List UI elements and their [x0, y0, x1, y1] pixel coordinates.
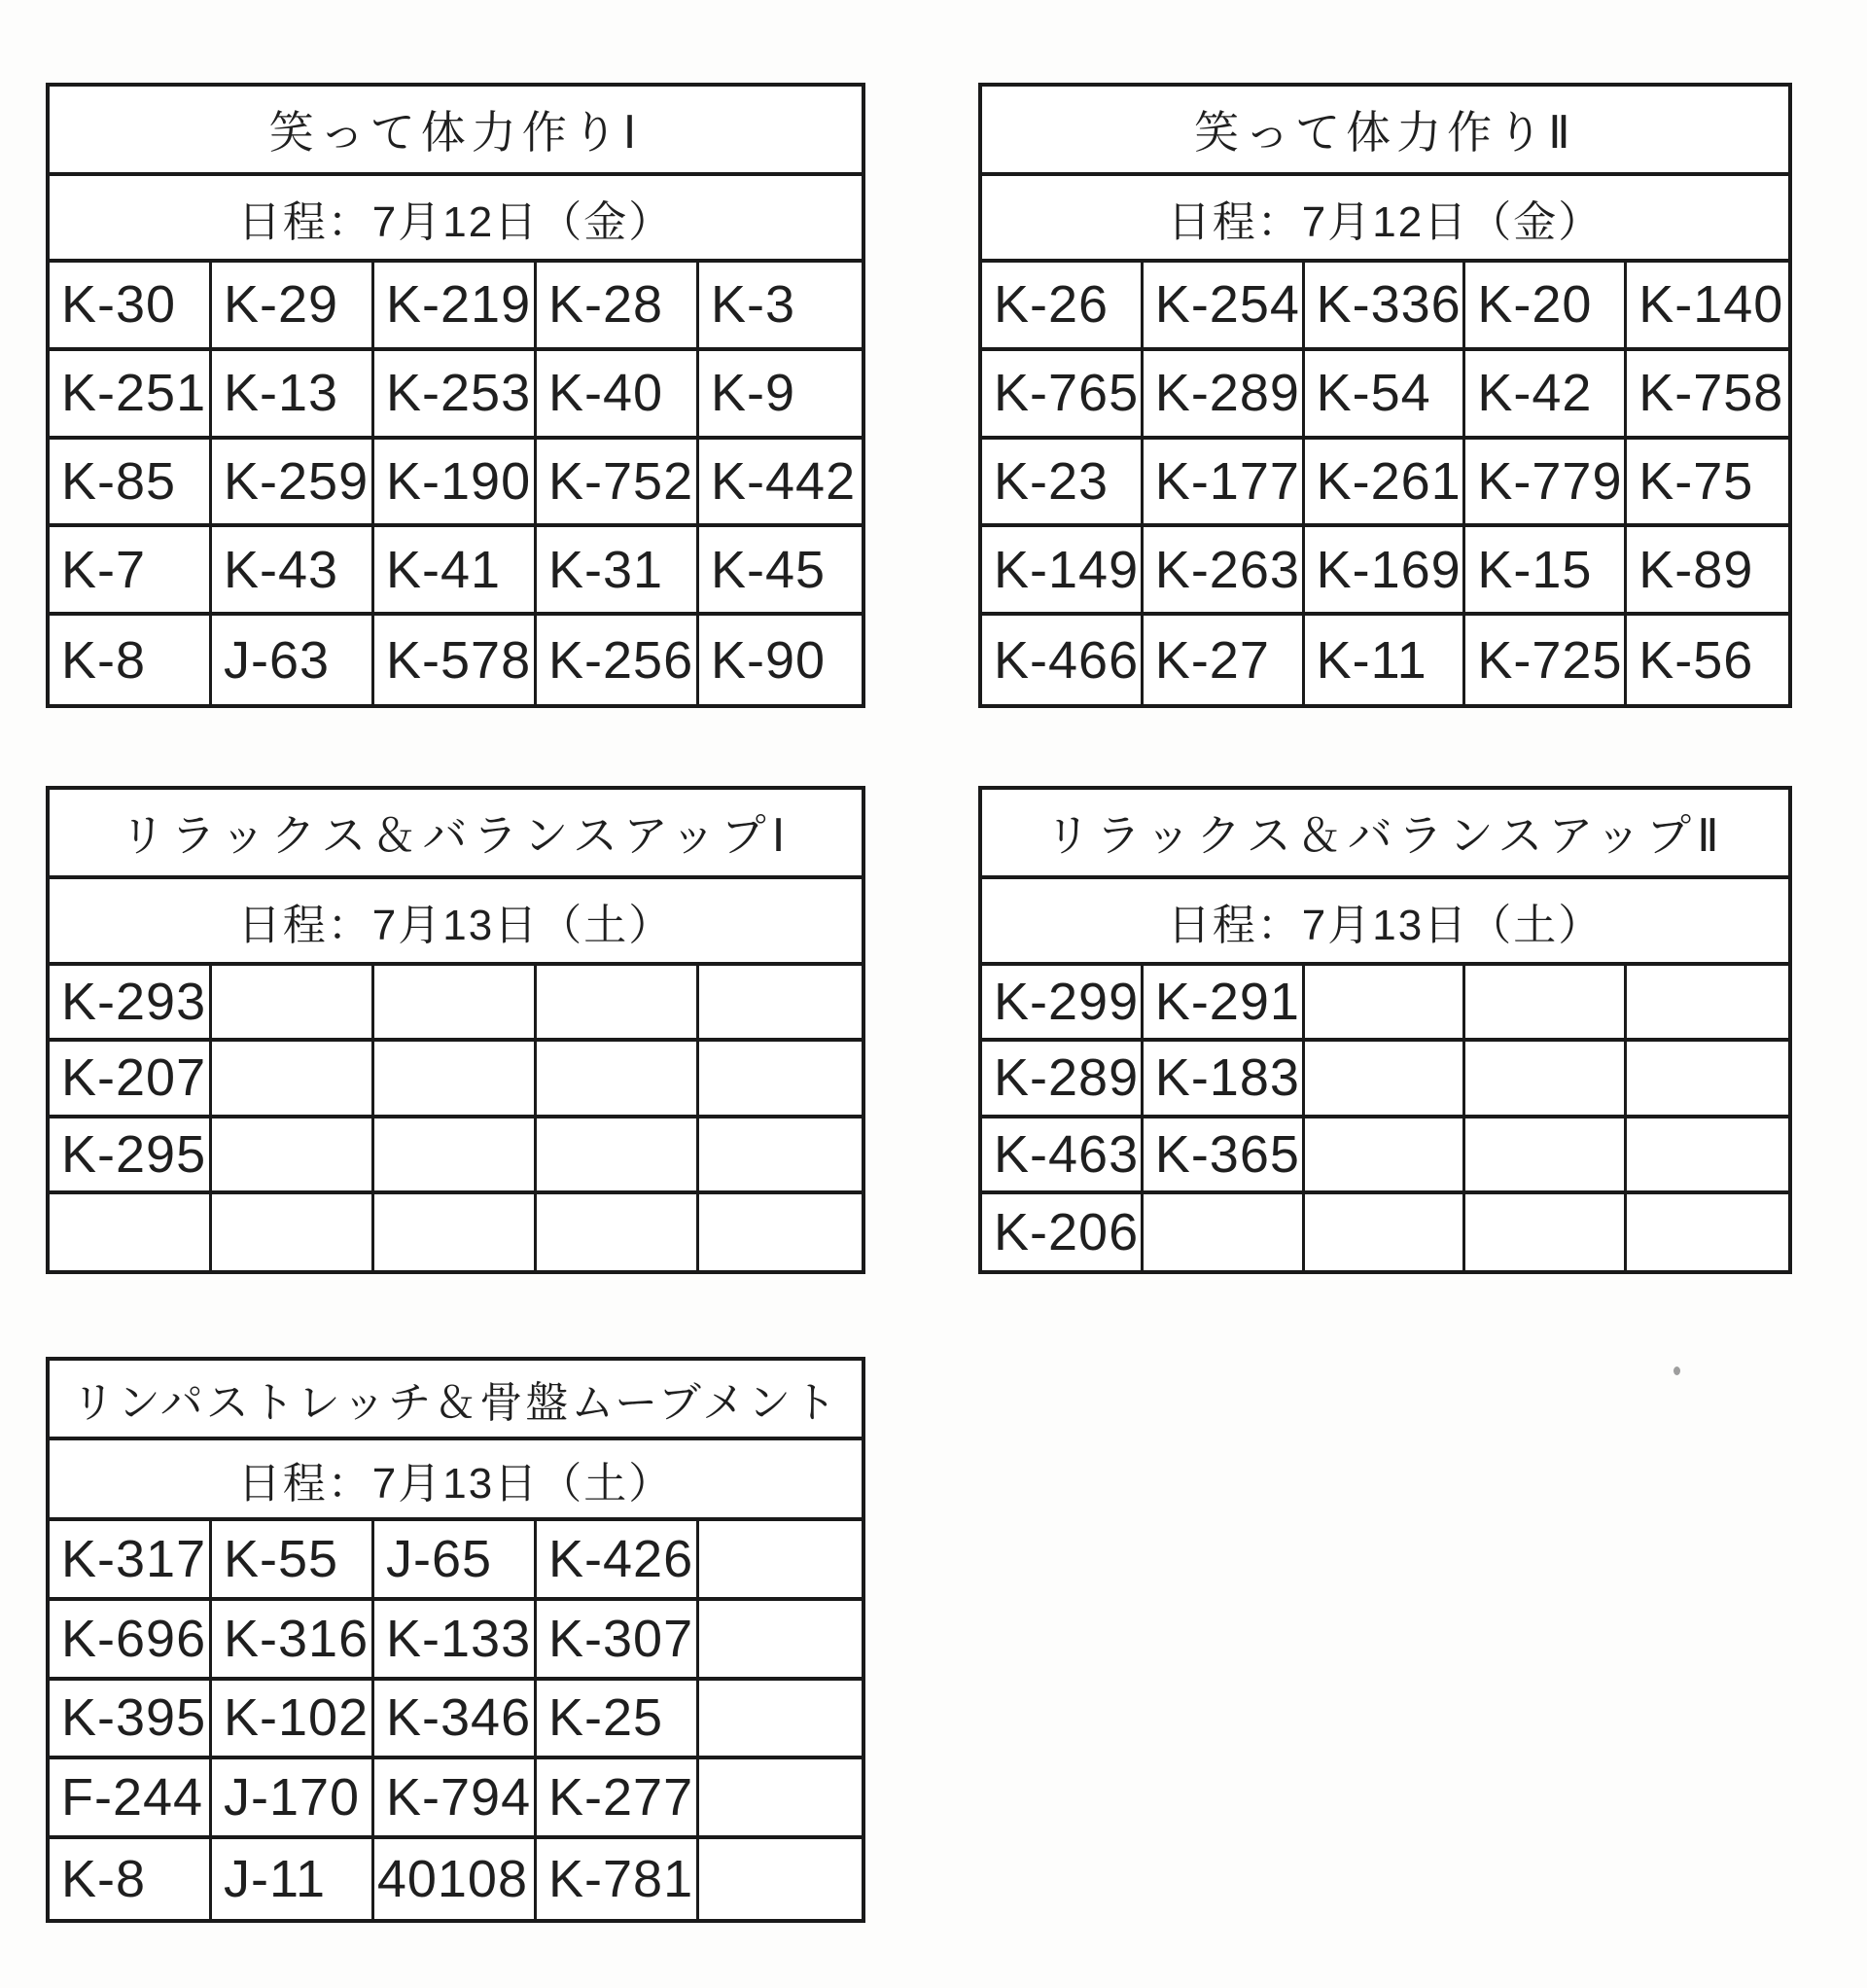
table-cell: K-316 — [212, 1601, 374, 1681]
table-cell: J-63 — [212, 616, 374, 704]
table-cell: K-725 — [1465, 616, 1627, 704]
table-cell: K-54 — [1305, 351, 1466, 440]
table-relax-balance-2 — [978, 786, 1792, 1274]
table-cell: K-90 — [711, 630, 827, 690]
table-cell: K-42 — [1465, 351, 1627, 440]
table-cell: K-253 — [374, 351, 537, 440]
table-cell: K-183 — [1144, 1042, 1305, 1118]
table-cell: K-259 — [212, 440, 374, 528]
table-cell: K-336 — [1305, 263, 1466, 351]
table-cell: K-140 — [1627, 263, 1788, 351]
table-cell: K-219 — [374, 263, 537, 351]
table-cell: K-56 — [1638, 630, 1754, 690]
table-cell: K-346 — [374, 1681, 537, 1760]
table-cell: K-75 — [1627, 440, 1788, 528]
table-cell — [699, 1042, 862, 1118]
table-cell — [1144, 1194, 1305, 1270]
table-date: 日程：7月13日（土） — [982, 879, 1788, 966]
table-cell: K-317 — [50, 1521, 212, 1601]
table-cell: 40108 — [374, 1839, 537, 1919]
table-cell — [699, 1601, 862, 1681]
table-cell — [1465, 966, 1627, 1042]
table-cell: K-277 — [537, 1759, 699, 1839]
table-cell: K-45 — [699, 527, 862, 616]
table-cell — [374, 1118, 537, 1194]
table-grid — [982, 966, 1788, 1270]
table-cell: K-299 — [982, 966, 1144, 1042]
table-grid — [982, 263, 1788, 704]
table-cell — [699, 1521, 862, 1601]
table-cell — [374, 1194, 537, 1270]
table-cell — [537, 1194, 699, 1270]
table-cell — [212, 1042, 374, 1118]
table-cell — [1305, 1118, 1466, 1194]
table-cell: K-251 — [50, 351, 212, 440]
table-cell — [699, 1839, 862, 1919]
table-cell: K-752 — [537, 440, 699, 528]
table-cell — [537, 966, 699, 1042]
table-cell: K-89 — [1627, 527, 1788, 616]
table-grid — [50, 966, 862, 1270]
table-title: リンパストレッチ＆骨盤ムーブメント — [50, 1361, 862, 1440]
table-cell — [1627, 1194, 1788, 1270]
table-cell: K-207 — [50, 1042, 212, 1118]
table-cell: K-8 — [50, 1839, 212, 1919]
table-cell: K-11 — [1305, 616, 1466, 704]
table-cell: K-177 — [1144, 440, 1305, 528]
table-cell: K-263 — [1144, 527, 1305, 616]
table-cell: K-578 — [374, 616, 537, 704]
table-title: 笑って体力作りⅠ — [50, 87, 862, 176]
table-cell — [1465, 1118, 1627, 1194]
table-cell — [699, 1194, 862, 1270]
table-cell — [212, 1194, 374, 1270]
table-cell: K-40 — [537, 351, 699, 440]
table-cell — [537, 1118, 699, 1194]
table-cell: F-244 — [50, 1759, 212, 1839]
table-cell: K-7 — [50, 527, 212, 616]
table-cell: K-29 — [212, 263, 374, 351]
table-cell: J-11 — [212, 1839, 374, 1919]
table-relax-balance-1 — [46, 786, 865, 1274]
table-cell: K-23 — [982, 440, 1144, 528]
table-cell: K-9 — [699, 351, 862, 440]
table-warai-tairyoku-1 — [46, 83, 865, 708]
table-cell: K-206 — [982, 1194, 1144, 1270]
table-cell: K-30 — [50, 263, 212, 351]
table-cell — [1465, 1042, 1627, 1118]
table-cell: K-779 — [1465, 440, 1627, 528]
table-cell: K-758 — [1627, 351, 1788, 440]
table-cell — [699, 1759, 862, 1839]
table-cell: K-765 — [982, 351, 1144, 440]
table-cell: K-28 — [537, 263, 699, 351]
table-cell: K-696 — [50, 1601, 212, 1681]
table-cell — [1627, 966, 1788, 1042]
table-cell — [374, 966, 537, 1042]
table-cell — [1305, 966, 1466, 1042]
table-warai-tairyoku-2 — [978, 83, 1792, 708]
table-cell: K-102 — [212, 1681, 374, 1760]
table-cell: K-781 — [537, 1839, 699, 1919]
table-cell: K-27 — [1144, 616, 1305, 704]
table-cell — [1627, 1118, 1788, 1194]
table-cell: K-85 — [50, 440, 212, 528]
table-cell: K-149 — [982, 527, 1144, 616]
table-title: リラックス＆バランスアップⅡ — [982, 790, 1788, 879]
table-cell: K-3 — [699, 263, 862, 351]
table-cell: K-8 — [50, 616, 212, 704]
table-cell — [50, 1194, 212, 1270]
table-lymph-stretch-pelvis — [46, 1357, 865, 1923]
table-cell — [699, 1681, 862, 1760]
table-date: 日程：7月13日（土） — [50, 1440, 862, 1521]
table-cell: K-289 — [1144, 351, 1305, 440]
table-cell — [1627, 1042, 1788, 1118]
table-cell: K-291 — [1144, 966, 1305, 1042]
table-cell: K-365 — [1144, 1118, 1305, 1194]
table-cell: K-261 — [1305, 440, 1466, 528]
table-cell: K-466 — [982, 616, 1144, 704]
table-cell: K-442 — [699, 440, 862, 528]
table-cell — [374, 1042, 537, 1118]
table-cell: K-20 — [1465, 263, 1627, 351]
scan-speck — [1673, 1367, 1680, 1375]
table-grid — [50, 263, 862, 704]
table-cell — [699, 1118, 862, 1194]
table-title: リラックス＆バランスアップⅠ — [50, 790, 862, 879]
table-date: 日程：7月12日（金） — [982, 176, 1788, 263]
table-cell — [212, 966, 374, 1042]
table-cell: K-463 — [982, 1118, 1144, 1194]
table-date: 日程：7月13日（土） — [50, 879, 862, 966]
table-grid — [50, 1521, 862, 1919]
table-cell: K-25 — [537, 1681, 699, 1760]
table-cell: K-55 — [212, 1521, 374, 1601]
table-cell: K-307 — [537, 1601, 699, 1681]
table-cell: K-26 — [982, 263, 1144, 351]
table-cell: J-65 — [374, 1521, 537, 1601]
table-cell: K-426 — [537, 1521, 699, 1601]
table-cell — [1305, 1042, 1466, 1118]
table-cell: K-133 — [374, 1601, 537, 1681]
table-cell: K-794 — [374, 1759, 537, 1839]
table-cell — [1305, 1194, 1466, 1270]
table-cell: K-256 — [537, 616, 699, 704]
table-title: 笑って体力作りⅡ — [982, 87, 1788, 176]
table-cell — [212, 1118, 374, 1194]
table-cell: K-289 — [982, 1042, 1144, 1118]
table-cell: K-43 — [212, 527, 374, 616]
table-date: 日程：7月12日（金） — [50, 176, 862, 263]
table-cell: K-395 — [50, 1681, 212, 1760]
table-cell: K-41 — [374, 527, 537, 616]
table-cell: K-254 — [1144, 263, 1305, 351]
table-cell: J-170 — [212, 1759, 374, 1839]
table-cell: K-31 — [537, 527, 699, 616]
table-cell — [537, 1042, 699, 1118]
table-cell — [1465, 1194, 1627, 1270]
table-cell — [699, 966, 862, 1042]
table-cell: K-15 — [1465, 527, 1627, 616]
table-cell: K-295 — [50, 1118, 212, 1194]
table-cell: K-13 — [212, 351, 374, 440]
table-cell: K-293 — [50, 966, 212, 1042]
table-cell: K-169 — [1305, 527, 1466, 616]
table-cell: K-190 — [374, 440, 537, 528]
